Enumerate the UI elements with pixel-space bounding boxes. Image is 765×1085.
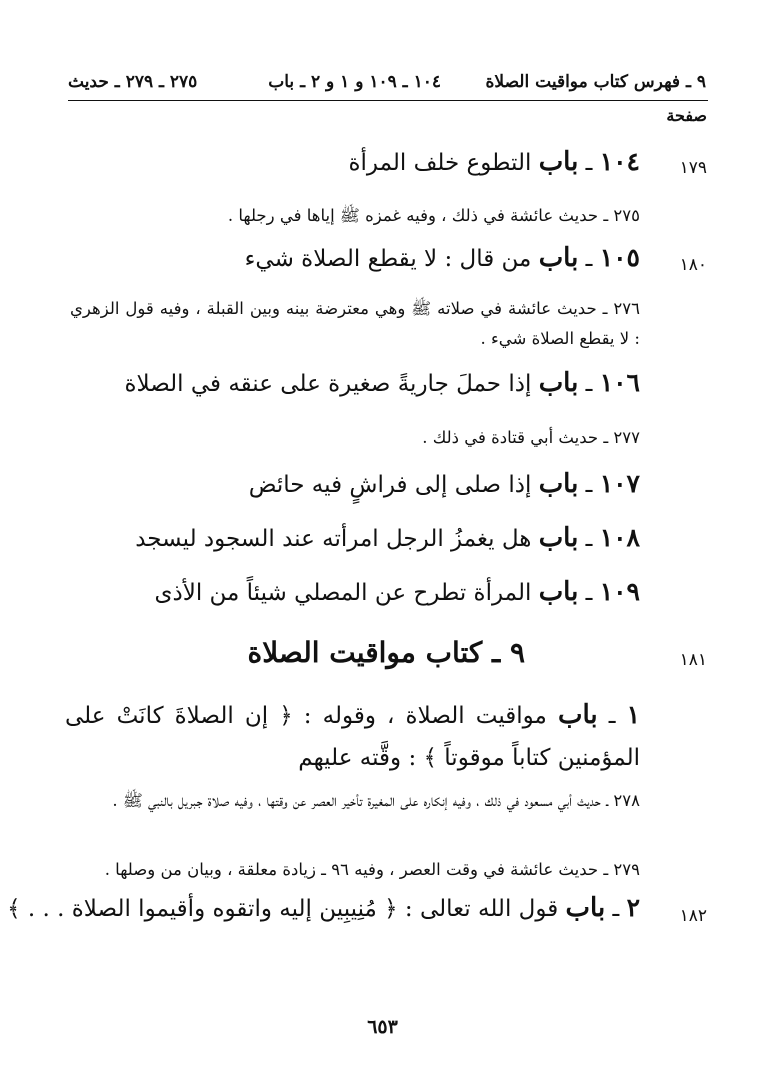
- chapter-keyword: باب: [538, 577, 579, 607]
- chapter-number: ١٠٨: [599, 523, 640, 552]
- book-heading: ٩ ـ كتاب مواقيت الصلاة: [247, 636, 525, 669]
- chapter-keyword: باب: [538, 523, 579, 553]
- chapter-entry: ١٠٧ ـ باب إذا صلى إلى فراشٍ فيه حائض: [248, 469, 640, 499]
- page-number: ٦٥٣: [367, 1016, 398, 1038]
- chapter-title: مواقيت الصلاة ، وقوله : ﴿ إن الصلاةَ كانَتْ على المؤمنين كتاباً موقوتاً ﴾ : وقَّته عليهم: [65, 703, 640, 771]
- chapter-number: ١٠٧: [599, 469, 640, 498]
- running-header: [68, 66, 706, 96]
- header-chapter-range: ١٠٤ ـ ١٠٩ و ١ و ٢ ـ باب: [268, 72, 441, 92]
- chapter-title: إذا صلى إلى فراشٍ فيه حائض: [248, 472, 532, 498]
- chapter-title: إذا حملَ جاريةً صغيرة على عنقه في الصلاة: [124, 371, 532, 397]
- chapter-title: هل يغمزُ الرجل امرأته عند السجود ليسجد: [135, 526, 532, 552]
- chapter-number: ١٠٦: [599, 368, 640, 397]
- chapter-number: ١٠٥: [599, 243, 640, 272]
- chapter-title: التطوع خلف المرأة: [348, 150, 532, 176]
- hadith-entry: ٢٧٦ ـ حديث عائشة في صلاته ﷺ وهي معترضة بينه وبين القبلة ، وفيه قول الزهري : لا يقطع الصلاة شيء .: [70, 299, 640, 348]
- chapter-number: ٢: [626, 893, 640, 922]
- hadith-entry: ٢٧٨ ـ حديث أبي مسعود في ذلك ، وفيه إنكاره على المغيرة تأخير العصر عن وقتها ، وفيه صلاة جبريل بالنبي ﷺ .: [112, 791, 640, 810]
- chapter-keyword: باب: [538, 368, 579, 398]
- chapter-number: ١٠٤: [599, 147, 640, 176]
- chapter-entry: ١٠٥ ـ باب من قال : لا يقطع الصلاة شيء: [244, 243, 640, 273]
- page-ref: ١٨٠: [679, 255, 707, 275]
- hadith-entry: ٢٧٩ ـ حديث عائشة في وقت العصر ، وفيه ٩٦ ـ زيادة معلقة ، وبيان من وصلها .: [104, 860, 640, 879]
- hadith-entry: ٢٧٥ ـ حديث عائشة في ذلك ، وفيه غمزه ﷺ إياها في رجلها .: [227, 206, 640, 225]
- chapter-keyword: باب: [557, 700, 598, 730]
- chapter-entry: ١ ـ باب مواقيت الصلاة ، وقوله : ﴿ إن الصلاةَ كانَتْ على المؤمنين كتاباً موقوتاً ﴾ : وقَّته عليهم: [65, 700, 640, 771]
- page-column-label: صفحة: [666, 106, 707, 125]
- chapter-entry: ١٠٦ ـ باب إذا حملَ جاريةً صغيرة على عنقه في الصلاة: [124, 368, 640, 398]
- page-ref: ١٨١: [679, 650, 707, 670]
- chapter-title: قول الله تعالى : ﴿ مُنِيبِين إليه واتقوه وأقيموا الصلاة . . . ﴾: [7, 896, 559, 922]
- chapter-number: ١٠٩: [599, 577, 640, 606]
- chapter-number: ١: [626, 700, 640, 729]
- chapter-keyword: باب: [538, 147, 579, 177]
- chapter-entry: ١٠٤ ـ باب التطوع خلف المرأة: [348, 147, 640, 177]
- hadith-entry: ٢٧٧ ـ حديث أبي قتادة في ذلك .: [422, 428, 640, 447]
- chapter-keyword: باب: [565, 893, 606, 923]
- header-book-title: ٩ ـ فهرس كتاب مواقيت الصلاة: [485, 72, 706, 92]
- header-rule: [68, 100, 708, 101]
- chapter-title: المرأة تطرح عن المصلي شيئاً من الأذى: [154, 580, 532, 606]
- header-hadith-range: ٢٧٥ ـ ٢٧٩ ـ حديث: [68, 72, 198, 92]
- page-ref: ١٨٢: [679, 906, 707, 926]
- chapter-entry: ٢ ـ باب قول الله تعالى : ﴿ مُنِيبِين إليه واتقوه وأقيموا الصلاة . . . ﴾: [7, 893, 640, 923]
- chapter-keyword: باب: [538, 469, 579, 499]
- chapter-entry: ١٠٩ ـ باب المرأة تطرح عن المصلي شيئاً من الأذى: [154, 577, 640, 607]
- page-ref: ١٧٩: [679, 158, 707, 178]
- chapter-keyword: باب: [538, 243, 579, 273]
- chapter-title: من قال : لا يقطع الصلاة شيء: [244, 246, 532, 272]
- chapter-entry: ١٠٨ ـ باب هل يغمزُ الرجل امرأته عند السجود ليسجد: [135, 523, 640, 553]
